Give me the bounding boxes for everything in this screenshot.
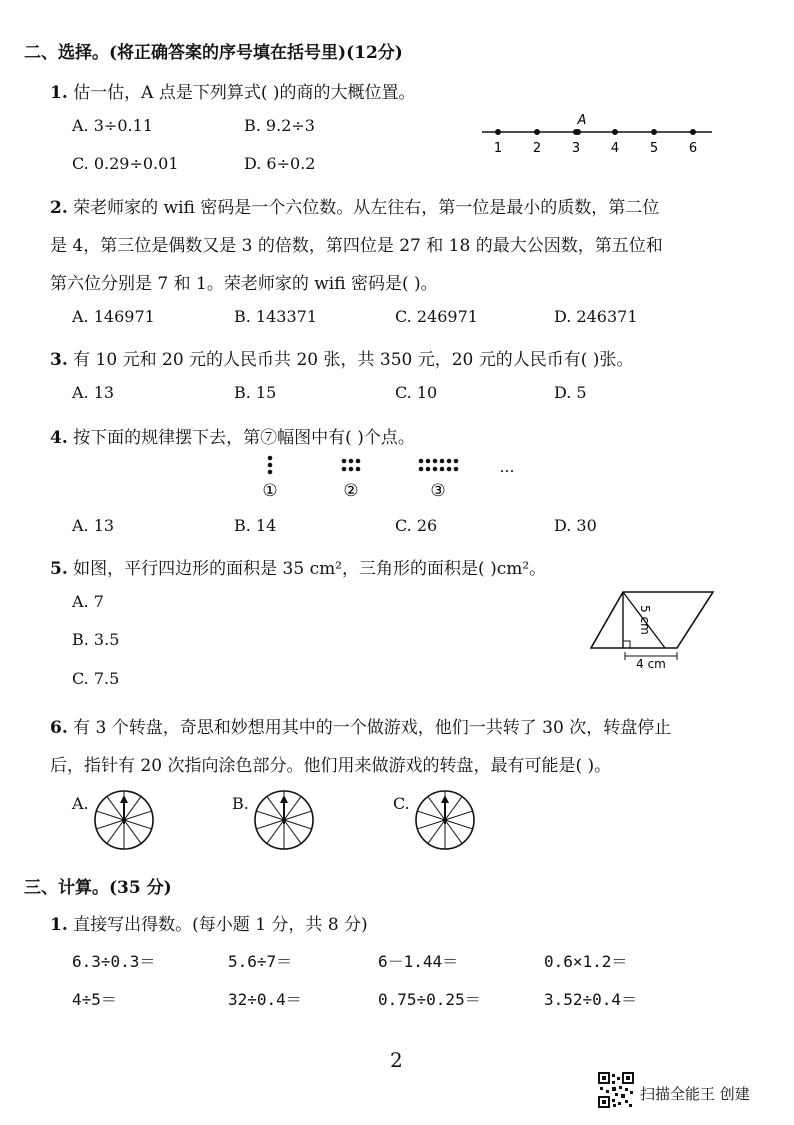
- spinner-c: [413, 788, 477, 852]
- question-number: 6.: [50, 718, 68, 738]
- dot-figure-2: [342, 459, 361, 472]
- option-c: C. 10: [395, 383, 438, 402]
- question-6: [50, 713, 671, 738]
- figure-label-3: ③: [430, 481, 446, 501]
- calc-item: 0.6×1.2＝: [544, 952, 628, 971]
- spinner-a: [92, 788, 156, 852]
- option-b: B. 14: [234, 516, 277, 535]
- spinner-option-a: A.: [72, 794, 89, 813]
- question-text-line-2: 后，指针有 20 次指向涂色部分。他们用来做游戏的转盘，最有可能是( )。: [50, 756, 612, 776]
- question-5: [50, 554, 546, 579]
- question-text: 估一估，A 点是下列算式( )的商的大概位置。: [73, 83, 416, 103]
- calc-item: 6－1.44＝: [378, 952, 459, 971]
- option-d: D. 30: [554, 516, 597, 535]
- option-d: D. 5: [554, 383, 587, 402]
- dot-figure-1: [268, 456, 273, 475]
- number-line-tick-label: 2: [532, 141, 542, 156]
- question-number: 2.: [50, 198, 68, 218]
- number-line-tick: [495, 129, 501, 135]
- number-line-tick: [534, 129, 540, 135]
- option-b: B. 15: [234, 383, 277, 402]
- question-text-line-3: 第六位分别是 7 和 1。荣老师家的 wifi 密码是( )。: [50, 274, 438, 294]
- option-a: A. 3÷0.11: [72, 116, 153, 135]
- dot-pattern-figure: [255, 452, 535, 502]
- question-text-line-1: 荣老师家的 wifi 密码是一个六位数。从左往右，第一位是最小的质数，第二位: [73, 198, 660, 218]
- page-number: 2: [390, 1048, 403, 1072]
- option-c: C. 246971: [395, 307, 478, 326]
- question-number: 1.: [50, 915, 68, 935]
- number-line-tick-label: 4: [610, 141, 620, 156]
- question-text: 按下面的规律摆下去，第⑦幅图中有( )个点。: [73, 428, 415, 448]
- number-line-tick-label: 1: [493, 141, 503, 156]
- base-label: 4 cm: [636, 657, 666, 671]
- height-label: 5 cm: [638, 605, 652, 635]
- option-d: D. 6÷0.2: [244, 154, 316, 173]
- spinner-b: [252, 788, 316, 852]
- option-b: B. 9.2÷3: [244, 116, 315, 135]
- calc-question-1: [50, 910, 368, 935]
- question-text-line-2: 是 4，第三位是偶数又是 3 的倍数，第四位是 27 和 18 的最大公因数，第五位和: [50, 236, 663, 256]
- question-4: [50, 423, 415, 448]
- number-line-tick: [690, 129, 696, 135]
- section-2-title: 二、选择。(将正确答案的序号填在括号里)(12分): [24, 43, 403, 63]
- option-a: A. 146971: [72, 307, 155, 326]
- number-line: [478, 108, 718, 160]
- calc-item: 3.52÷0.4＝: [544, 990, 638, 1009]
- calc-item: 32÷0.4＝: [228, 990, 302, 1009]
- question-number: 3.: [50, 350, 68, 370]
- option-c: C. 7.5: [72, 669, 120, 688]
- option-d: D. 246371: [554, 307, 638, 326]
- option-a: A. 13: [72, 516, 115, 535]
- right-angle-mark: [623, 641, 630, 648]
- option-a: A. 13: [72, 383, 115, 402]
- option-a: A. 7: [72, 592, 104, 611]
- question-1: [50, 78, 416, 103]
- calc-item: 6.3÷0.3＝: [72, 952, 156, 971]
- calc-item: 0.75÷0.25＝: [378, 990, 481, 1009]
- figure-label-1: ①: [262, 481, 278, 501]
- number-line-tick-label: 3: [571, 141, 581, 156]
- calc-item: 5.6÷7＝: [228, 952, 293, 971]
- calc-item: 4÷5＝: [72, 990, 117, 1009]
- spinner-option-c: C.: [393, 794, 410, 813]
- parallelogram-figure: [585, 586, 725, 672]
- number-line-tick-label: 6: [688, 141, 698, 156]
- question-number: 5.: [50, 559, 68, 579]
- question-number: 4.: [50, 428, 68, 448]
- question-2: [50, 193, 659, 218]
- option-c: C. 26: [395, 516, 438, 535]
- option-b: B. 3.5: [72, 630, 120, 649]
- question-text: 直接写出得数。(每小题 1 分，共 8 分): [73, 915, 368, 935]
- spinner-option-b: B.: [232, 794, 249, 813]
- question-number: 1.: [50, 83, 68, 103]
- option-b: B. 143371: [234, 307, 318, 326]
- number-line-point-label: A: [577, 113, 587, 128]
- number-line-tick-label: 5: [649, 141, 659, 156]
- question-3: [50, 345, 633, 370]
- number-line-point-a: [575, 129, 581, 135]
- dot-figure-3: [419, 459, 459, 472]
- ellipsis: …: [499, 458, 515, 476]
- section-3-title: 三、计算。(35 分): [24, 878, 172, 898]
- number-line-tick: [612, 129, 618, 135]
- option-c: C. 0.29÷0.01: [72, 154, 179, 173]
- number-line-tick: [651, 129, 657, 135]
- qr-code-icon: [598, 1072, 634, 1108]
- question-text-line-1: 有 3 个转盘，奇思和妙想用其中的一个做游戏，他们一共转了 30 次，转盘停止: [73, 718, 672, 738]
- figure-label-2: ②: [343, 481, 359, 501]
- footer-watermark-text: 扫描全能王 创建: [640, 1085, 750, 1103]
- question-text: 有 10 元和 20 元的人民币共 20 张，共 350 元，20 元的人民币有( )张。: [73, 350, 634, 370]
- question-text: 如图，平行四边形的面积是 35 cm²，三角形的面积是( )cm²。: [73, 559, 547, 579]
